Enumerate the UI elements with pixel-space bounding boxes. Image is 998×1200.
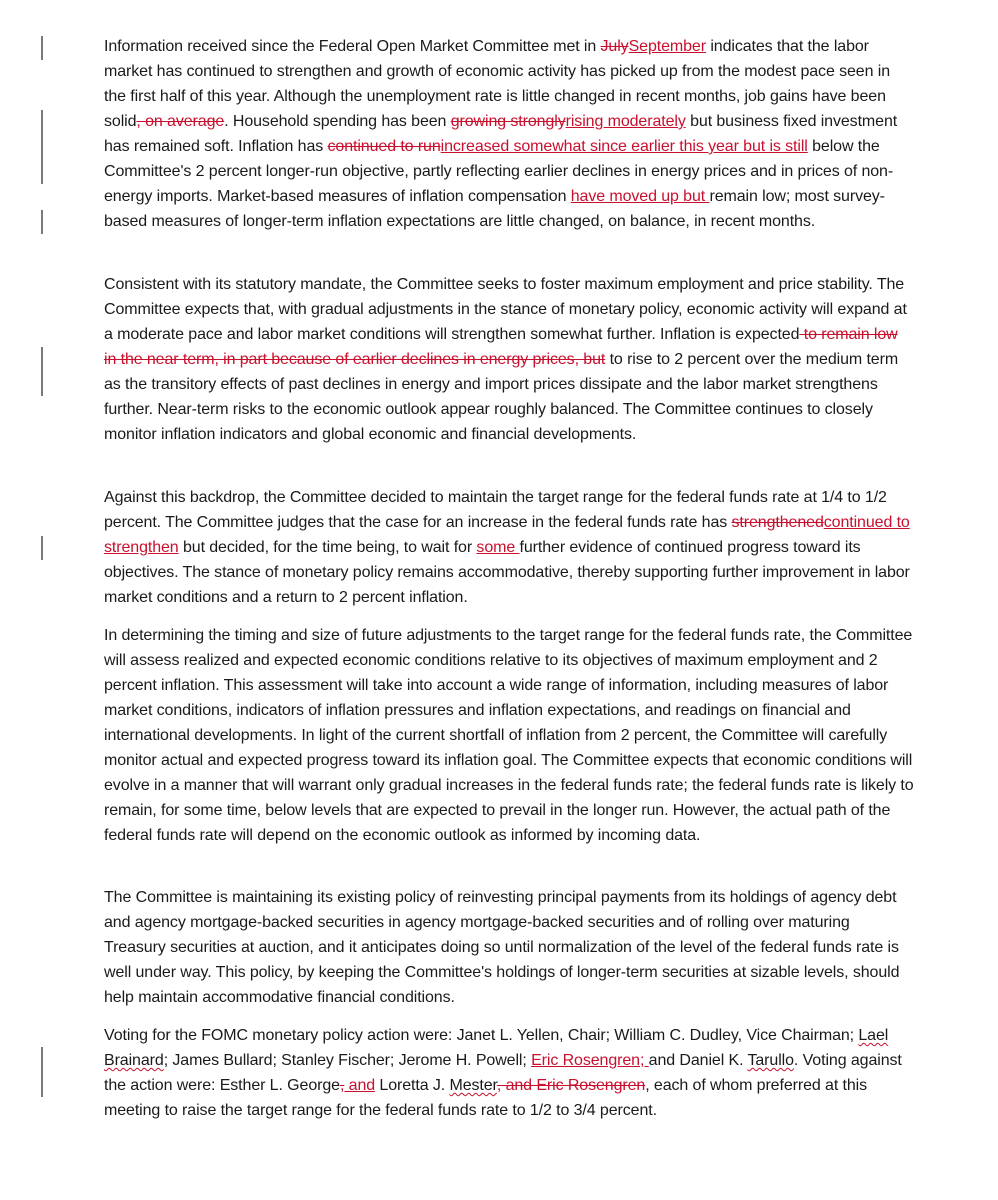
body-text: but decided, for the time being, to wait for <box>178 539 477 556</box>
paragraph-statutory-mandate <box>104 272 914 447</box>
inserted-text: continued to strengthen <box>104 514 910 556</box>
body-text: to rise to 2 percent over the medium term as the transitory effects of past declines in energy and import prices dissipate and the labor market strengthens further. Near-term risks to the economic outlook appear roughly balanced. The Committee continues to closely monitor inflation indicators and global economic and financial developments. <box>104 351 899 443</box>
spelling-flagged-word: Mester <box>449 1077 497 1094</box>
deleted-text: to remain low in the near term, in part because of earlier declines in energy prices, but <box>104 326 898 368</box>
change-bar <box>41 536 43 560</box>
body-text: Information received since the Federal Open Market Committee met in <box>104 38 601 55</box>
body-text: remain low; most survey-based measures of longer-term inflation expectations are little changed, on balance, in recent months. <box>104 188 885 230</box>
deleted-text: , on average <box>136 113 225 130</box>
deleted-text: , and Eric Rosengren <box>496 1077 646 1094</box>
body-text: , each of whom preferred at this meeting to raise the target range for the federal funds rate to 1/2 to 3/4 percent. <box>104 1077 868 1119</box>
paragraph-economic-conditions <box>104 34 914 234</box>
deleted-text: July <box>600 38 629 55</box>
body-text: Loretta J. <box>375 1077 450 1094</box>
inserted-text: and <box>344 1077 376 1094</box>
paragraph-voting <box>104 1023 914 1123</box>
change-bar <box>41 210 43 234</box>
body-text: ; James Bullard; Stanley Fischer; Jerome H. Powell; <box>163 1052 532 1069</box>
change-bar <box>41 347 43 396</box>
deleted-text: growing strongly <box>450 113 566 130</box>
change-bar <box>41 36 43 60</box>
inserted-text: September <box>628 38 706 55</box>
body-text: . Household spending has been <box>224 113 451 130</box>
body-text: The Committee is maintaining its existing policy of reinvesting principal payments from its holdings of agency debt and agency mortgage-backed securities in agency mortgage-backed securities and of rolling over maturing Treasury securities at auction, and it anticipates doing so until normalization of the level of the federal funds rate is well under way. This policy, by keeping the Committee's holdings of longer-term securities at sizable levels, should help maintain accommodative financial conditions. <box>104 889 900 1006</box>
inserted-text: some <box>476 539 520 556</box>
body-text: Consistent with its statutory mandate, the Committee seeks to foster maximum employment and price stability. The Committee expects that, with gradual adjustments in the stance of monetary policy, economic activity will expand at a moderate pace and labor market conditions will strengthen somewhat further. Inflation is expected <box>104 276 907 343</box>
deleted-text: continued to run <box>327 138 441 155</box>
body-text: and Daniel K. <box>648 1052 748 1069</box>
change-bar <box>41 110 43 184</box>
paragraph-reinvestment-policy <box>104 885 914 1010</box>
deleted-text: , <box>339 1077 345 1094</box>
body-text: below the Committee's 2 percent longer-run objective, partly reflecting earlier declines in energy prices and in prices of non-energy imports. Market-based measures of inflation compensation <box>104 138 894 205</box>
body-text: further evidence of continued progress toward its objectives. The stance of monetary policy remains accommodative, thereby supporting further improvement in labor market conditions and a return to 2 percent inflation. <box>104 539 910 606</box>
body-text: Against this backdrop, the Committee decided to maintain the target range for the federal funds rate at 1/4 to 1/2 percent. The Committee judges that the case for an increase in the federal funds rate has <box>104 489 887 531</box>
change-bar <box>41 1047 43 1097</box>
body-text: but business fixed investment has remained soft. Inflation has <box>104 113 898 155</box>
paragraph-policy-decision <box>104 485 914 610</box>
body-text: Voting for the FOMC monetary policy action were: Janet L. Yellen, Chair; William C. Dudley, Vice Chairman; <box>104 1027 859 1044</box>
inserted-text: rising moderately <box>565 113 686 130</box>
body-text: indicates that the labor market has continued to strengthen and growth of economic activity has picked up from the modest pace seen in the first half of this year. Although the unemployment rate is little changed in recent months, job gains have been solid <box>104 38 890 130</box>
body-text: . Voting against the action were: Esther L. George <box>104 1052 902 1094</box>
inserted-text: increased somewhat since earlier this year but is still <box>440 138 808 155</box>
deleted-text: strengthened <box>731 514 824 531</box>
inserted-text: have moved up but <box>570 188 710 205</box>
inserted-text: Eric Rosengren; <box>531 1052 649 1069</box>
spelling-flagged-word: Tarullo <box>747 1052 794 1069</box>
paragraph-future-adjustments <box>104 623 914 848</box>
body-text: In determining the timing and size of future adjustments to the target range for the federal funds rate, the Committee will assess realized and expected economic conditions relative to its objectives of maximum employment and 2 percent inflation. This assessment will take into account a wide range of information, including measures of labor market conditions, indicators of inflation pressures and inflation expectations, and readings on financial and international developments. In light of the current shortfall of inflation from 2 percent, the Committee will carefully monitor actual and expected progress toward its inflation goal. The Committee expects that economic conditions will evolve in a manner that will warrant only gradual increases in the federal funds rate; the federal funds rate is likely to remain, for some time, below levels that are expected to prevail in the longer run. However, the actual path of the federal funds rate will depend on the economic outlook as informed by incoming data. <box>104 627 914 844</box>
spelling-flagged-word: Lael Brainard <box>104 1027 889 1069</box>
